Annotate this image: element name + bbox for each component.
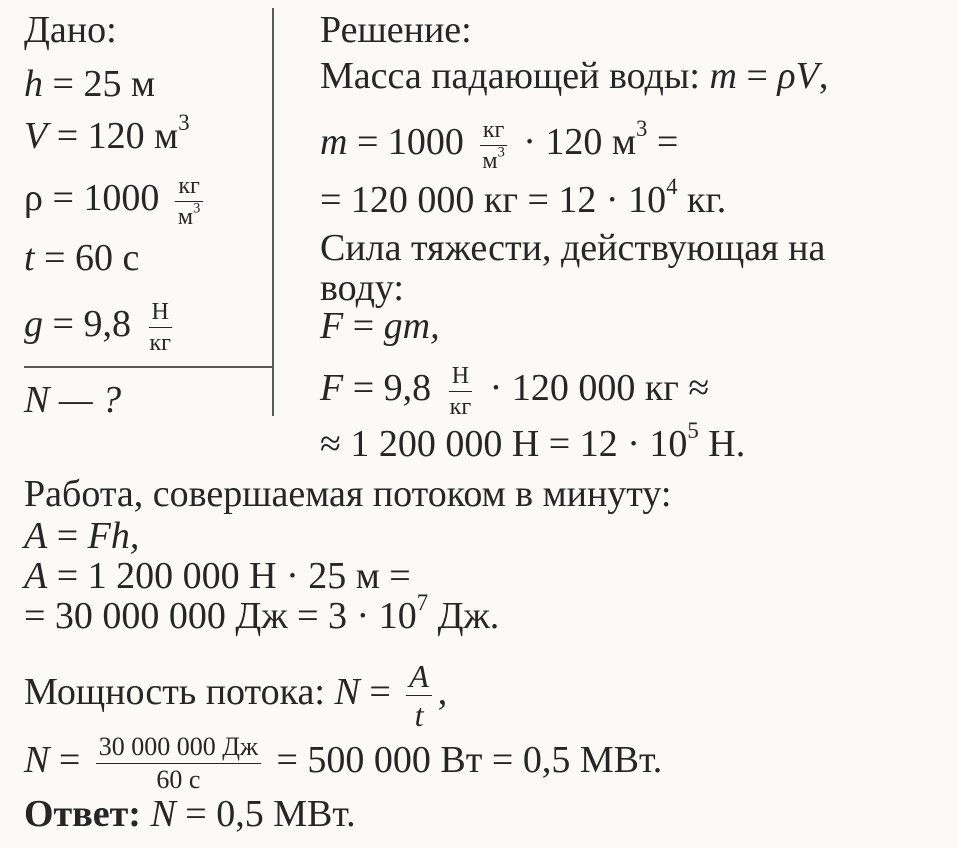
power-formula: Мощность потока: N = $\frac{A}{t}$ , — [24, 658, 448, 733]
force-calc: F = 9,8 $\frac{Н}{кг}$ · 120 000 кг ≈ — [320, 363, 710, 420]
given-t: t = 60 с — [24, 237, 140, 279]
mass-result: = 120 000 кг = $12 \cdot 10^4$ кг. — [320, 173, 727, 221]
work-calc: A = 1 200 000 Н · 25 м = — [24, 555, 411, 597]
mass-calc: m = 1000 $\frac{кг}{м^3}$ · 120 $м^3$ = — [320, 115, 679, 174]
work-label: Работа, совершаемая потоком в минуту: — [24, 473, 672, 515]
given-divider — [24, 366, 274, 368]
force-unit-fraction: $\frac{Н}{кг}$ — [449, 363, 472, 420]
rho-unit-fraction: $\frac{кг}{м^3}$ — [175, 174, 203, 229]
mass-unit-fraction: $\frac{кг}{м^3}$ — [479, 118, 507, 173]
given-find: N — ? — [24, 379, 122, 421]
power-calc: N = $\frac{30 000 000 Дж}{60 с}$ = 500 000 Вт = 0,5 МВт. — [24, 732, 663, 794]
given-rho: ρ = 1000 $\frac{кг}{м^3}$ — [24, 174, 209, 229]
work-formula: A = Fh, — [24, 515, 140, 557]
force-label-2: воду: — [320, 267, 404, 309]
g-unit-fraction: $\frac{Н}{кг}$ — [149, 299, 171, 356]
answer: Ответ: N = 0,5 МВт. — [24, 793, 356, 835]
mass-formula: Масса падающей воды: m = ρV, — [320, 55, 829, 97]
work-result: = 30 000 000 Дж = $3 \cdot 10^7$ Дж. — [24, 589, 500, 637]
force-formula: F = gm, — [320, 305, 440, 347]
force-label-1: Сила тяжести, действующая на — [320, 227, 826, 269]
power-calc-fraction: $\frac{30 000 000 Дж}{60 с}$ — [96, 734, 261, 793]
force-result: ≈ 1 200 000 $Н = 12 \cdot 10^5$ Н. — [320, 417, 746, 465]
power-fraction: $\frac{A}{t}$ — [406, 660, 432, 731]
given-V: V = 120 $м^3$ — [24, 109, 190, 157]
given-h: h = 25 м — [24, 63, 155, 105]
given-title: Дано: — [24, 9, 117, 51]
given-g: g = 9,8 $\frac{Н}{кг}$ — [24, 300, 180, 355]
column-divider — [272, 8, 274, 416]
solution-title: Решение: — [320, 9, 472, 51]
